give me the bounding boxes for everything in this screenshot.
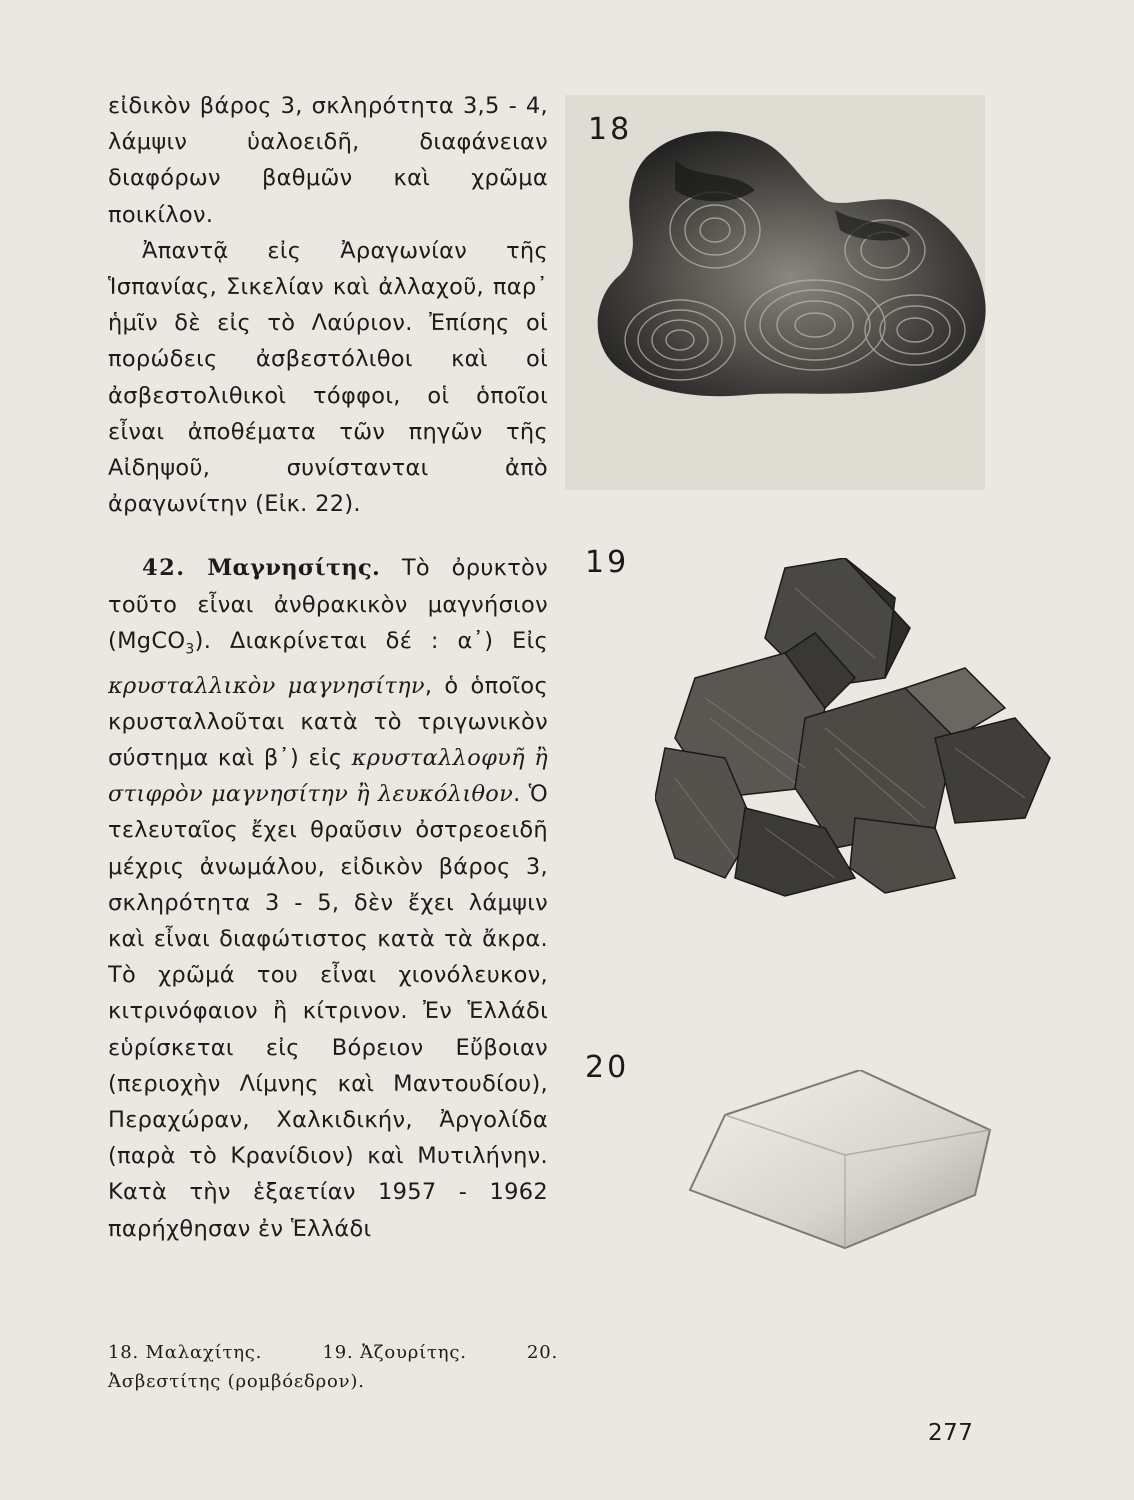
caption-line-1 [108,1338,558,1367]
figure-20-calcite-image [685,1070,995,1250]
section-text-c: , ὁ ὁποῖος κρυσταλλοῦται κατὰ τὸ τριγωνικὸν σύστημα καὶ β᾽) εἰς [108,672,548,771]
paragraph-1: εἰδικὸν βάρος 3, σκληρότητα 3,5 - 4, λάμψιν ὑαλοειδῆ, διαφάνειαν διαφόρων βαθμῶν καὶ χρῶμα ποικίλον. [108,93,548,228]
caption-20-number: 20. [526,1342,558,1363]
figure-19-azurite-image [655,558,1055,898]
caption-19: 19. Ἀζουρίτης. [322,1342,467,1363]
section-text-b: ). Διακρίνεται δέ : α᾽) Εἰς [194,627,548,654]
italic-term-2: κρυσταλλοφυῆ ἢ στιφρὸν μαγνησίτην ἢ λευκόλιθον [108,744,548,808]
caption-line-2: Ἀσβεστίτης (ρομβόεδρον). [108,1371,365,1392]
section-text-a: Τὸ ὀρυκτὸν τοῦτο εἶναι ἀνθρακικὸν μαγνήσιον (MgCO [108,555,548,654]
figure-caption [108,1338,558,1396]
figure-19-label: 19 [585,545,630,580]
section-number: 42. [142,555,186,582]
section-42 [108,550,548,1246]
figure-18-malachite-image [585,110,995,410]
section-title: Μαγνησίτης. [207,555,381,582]
text-column [108,88,548,1247]
caption-18: 18. Μαλαχίτης. [108,1342,263,1363]
figure-18-label: 18 [588,112,633,147]
figure-20-label: 20 [585,1050,630,1085]
paragraph-2: Ἀπαντᾷ εἰς Ἀραγωνίαν τῆς Ἱσπανίας, Σικελίαν καὶ ἀλλαχοῦ, παρ᾽ ἡμῖν δὲ εἰς τὸ Λαύριον. Ἐπίσης οἱ πορώδεις ἀσβεστόλιθοι καὶ οἱ ἀσβεστολιθικοὶ τόφφοι, οἱ ὁποῖοι εἶναι ἀποθέματα τῶν πηγῶν τῆς Αἰδηψοῦ, συνίστανται ἀπὸ ἀραγωνίτην (Εἰκ. 22). [108,237,548,518]
page-number: 277 [928,1420,974,1446]
section-text-d: . Ὁ τελευταῖος ἔχει θραῦσιν ὀστρεοειδῆ μέχρις ἀνωμάλου, εἰδικὸν βάρος 3, σκληρότητα 3 - 5, δὲν ἔχει λάμψιν καὶ εἶναι διαφώτιστος κατὰ τὰ ἄκρα. Τὸ χρῶμά του εἶναι χιονόλευκον, κιτρινόφαιον ἢ κίτρινον. Ἐν Ἑλλάδι εὑρίσκεται εἰς Βόρειον Εὔβοιαν (περιοχὴν Λίμνης καὶ Μαντουδίου), Περαχώραν, Χαλκιδικήν, Ἀργολίδα (παρὰ τὸ Κρανίδιον) καὶ Μυτιλήνην. Κατὰ τὴν ἑξαετίαν 1957 - 1962 παρήχθησαν ἐν Ἑλλάδι [108,781,548,1242]
italic-term-1: κρυσταλλικὸν μαγνησίτην [108,672,425,699]
formula-subscript: 3 [185,641,195,658]
